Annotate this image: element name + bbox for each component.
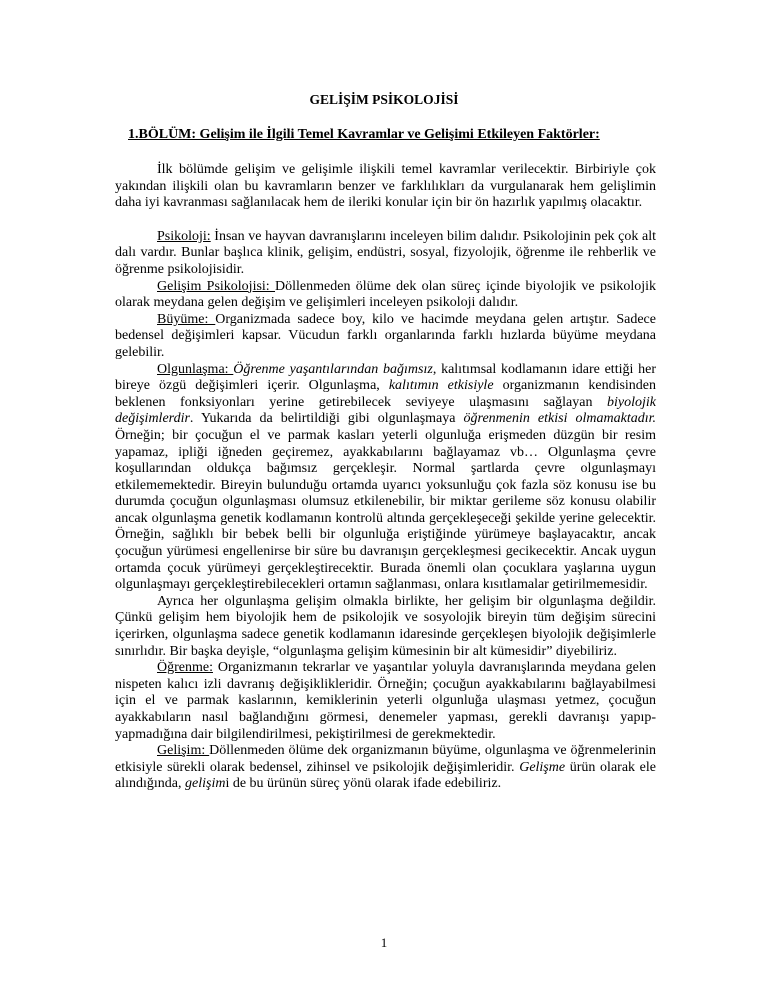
ogrenme-paragraph [115,660,656,743]
olgunlasma-text-1: , kalıtımsal kodlamanın idare ettiği her bireye özgü değişimleri içerir. Olgunlaşma, [115,361,656,394]
buyume-paragraph [115,312,656,362]
term-buyume: Büyüme: [157,311,216,327]
gelisim-text-2: ürün olarak ele alındığında, [115,759,656,792]
chapter-heading: 1.BÖLÜM: Gelişim ile İlgili Temel Kavramlar ve Gelişimi Etkileyen Faktörler: [128,127,600,142]
psikoloji-paragraph [115,229,656,279]
gelisim-emphasis-2: gelişim [185,776,226,792]
term-gelisim: Gelişim: [157,743,210,759]
psikoloji-text: İnsan ve hayvan davranışlarını inceleyen bilim dalıdır. Psikolojinin pek çok alt dalı vardır. Bunlar başlıca klinik, gelişim, endüstri, sosyal, fizyolojik, öğrenme ile rehberlik ve öğrenme psikolojisidir. [115,228,656,277]
term-gelisim-psikolojisi: Gelişim Psikolojisi: [157,278,276,294]
olgunlasma-emphasis-1: Öğrenme yaşantılarından bağımsız [233,361,433,377]
gelisim-psikolojisi-paragraph [115,279,656,312]
ayrica-paragraph: Ayrıca her olgunlaşma gelişim olmakla birlikte, her gelişim bir olgunlaşma değildir. Çünkü gelişim hem biyolojik hem de psikolojik ve sosyolojik bireyin tüm değişim sürecini içerirken, olgunlaşma sadece genetik kodlamanın idaresinde gerçekleşen biyolojik değişimlerle sınırlıdır. Bir başka deyişle, “olgunlaşma gelişim kümesinin bir alt kümesidir” diyebiliriz. [115,593,656,659]
document-body [115,162,656,793]
olgunlasma-text-4: Örneğin; bir çocuğun el ve parmak kasları yeterli olgunluğa erişmeden düzgün bir resim yapamaz, ipliği iğneden geçiremez, ayakkabılarını bağlayamaz vb… Olgunlaşma çevre koşullarından oldukça bağımsız gerçekleşir. Normal şartlarda çevre olgunlaşmayı etkilememektedir. Bireyin bulunduğu ortamda uyarıcı yoksunluğu çok fazla söz konusu ise bu durumda çocuğun olgunlaşması olumsuz etkilenebilir, bir miktar gerileme söz konusu olabilir ancak olgunlaşma genetik kodlamanın kontrolü altında gerçekleşeceği şekilde yerine gelecektir. Örneğin, sağlıklı bir bebek belli bir olgunluğa eriştiğinde yürümeye başlayacaktır, ancak çocuğun yürümesi engellenirse bir süre bu davranışın gerçekleşmesi gecikecektir. Ancak uygun ortamda çocuk yürümeyi gerçekleştirecektir. Burada önemli olan çocuklara yaşlarına uygun olgunlaşmayı gerçekleştirebilecekleri ortamın sağlanması, onlara kısıtlamalar getirilmemesidir. [115,427,656,593]
gelisim-text-1: Döllenmeden ölüme dek organizmanın büyüme, olgunlaşma ve öğrenmelerinin etkisiyle sürekli olarak bedensel, zihinsel ve psikolojik değişimleridir. [115,743,656,775]
olgunlasma-text-3: . Yukarıda da belirtildiği gibi olgunlaşmaya [189,411,464,427]
term-psikoloji: Psikoloji: [157,228,211,244]
document-title: GELİŞİM PSİKOLOJİSİ [309,92,459,107]
olgunlasma-paragraph [115,362,656,594]
olgunlasma-emphasis-3: biyolojik değişimlerdir [115,394,656,427]
gelisim-psikolojisi-text: Döllenmeden ölüme dek olan süreç içinde biyolojik ve psikolojik olarak meydana gelen değişim ve gelişimleri inceleyen psikoloji dalıdır. [115,278,656,311]
gelisim-text-3: i de bu ürünün süreç yönü olarak ifade edebiliriz. [225,776,502,792]
ogrenme-text: Organizmanın tekrarlar ve yaşantılar yoluyla davranışlarında meydana gelen nispeten kalıcı izli davranış değişiklikleridir. Örneğin; çocuğun ayakkabılarını bağlayabilmesi için el ve parmak kaslarının, kemiklerinin yeterli olgunluğa ulaşması yetmez, çocuğun ayakkabıların nasıl bağlandığını görmesi, denemeler yapması, gerekli davranışı yapıp-yapmadığına dair bilgilendirilmesi, pekiştirilmesi de gerekmektedir. [115,660,656,742]
buyume-text: Organizmada sadece boy, kilo ve hacimde meydana gelen artıştır. Sadece bedensel değişimleri kapsar. Vücudun farklı organlarında farklı hızlarda büyüme meydana gelebilir. [115,311,656,360]
olgunlasma-emphasis-4: öğrenmenin etkisi olmamaktadır. [463,411,657,427]
term-ogrenme: Öğrenme: [157,660,213,676]
olgunlasma-text-2: organizmanın kendisinden beklenen fonksiyonları yerine getirebilecek seviyeye ulaşmasını sağlayan [115,378,657,410]
intro-paragraph: İlk bölümde gelişim ve gelişimle ilişkili temel kavramlar verilecektir. Birbiriyle çok yakından ilişkili olan bu kavramların benzer ve farklılıkları da vurgulanarak hem gelişlimin daha iyi kavranması sağlanılacak hem de ileriki konular için bir ön hazırlık yapılmış olacaktır. [115,162,656,211]
gelisim-emphasis-1: Gelişme [519,759,566,775]
term-olgunlasma: Olgunlaşma: [157,361,234,377]
gelisim-paragraph [115,743,656,793]
page-number: 1 [380,935,388,950]
olgunlasma-emphasis-2: kalıtımın etkisiyle [388,378,494,394]
